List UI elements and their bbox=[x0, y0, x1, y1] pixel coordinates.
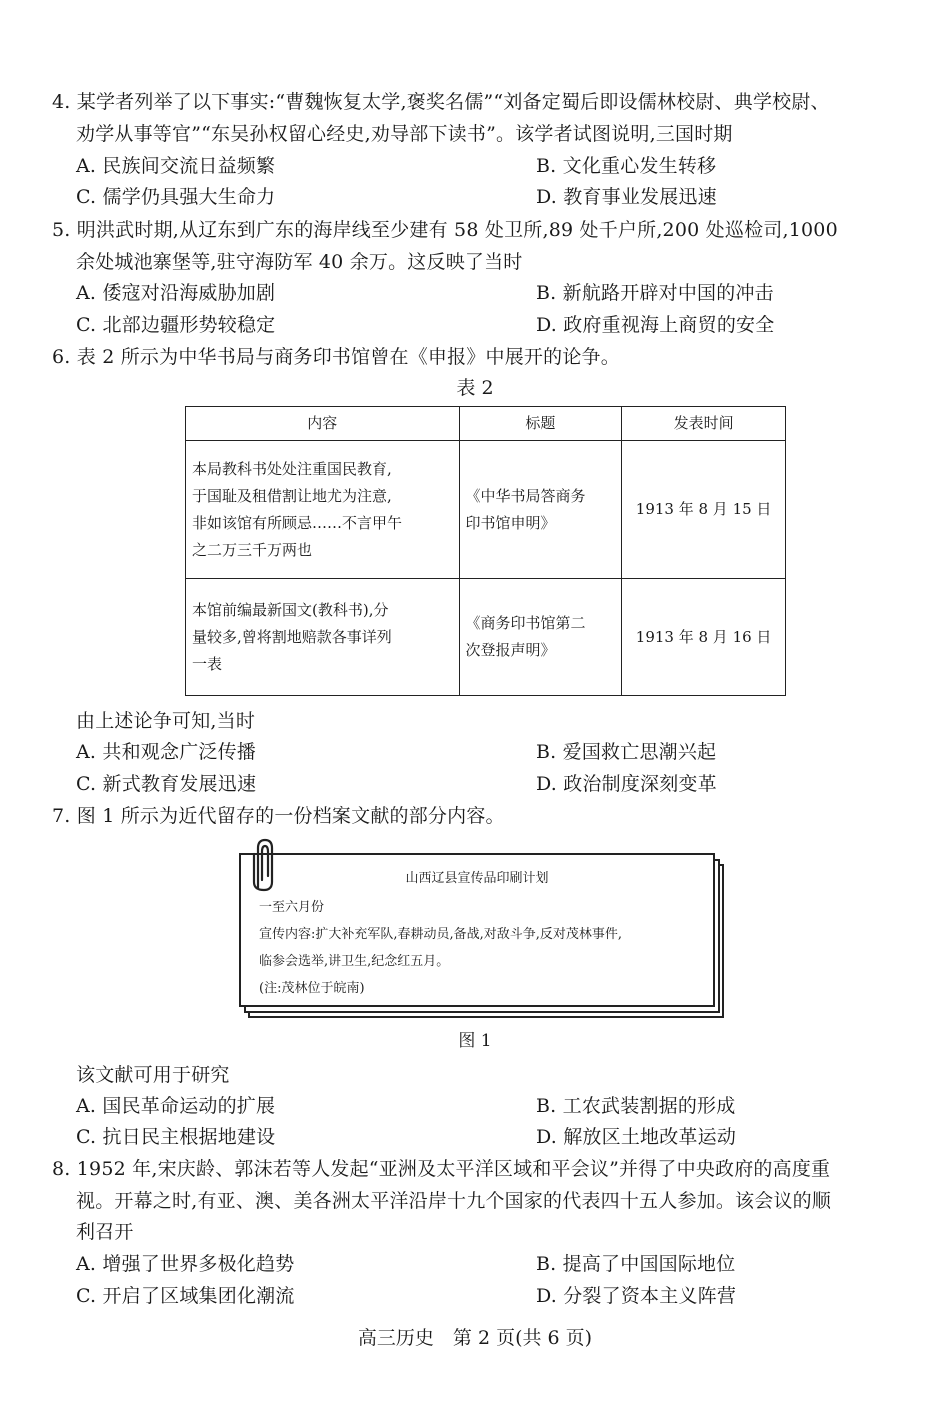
table-cell-content bbox=[186, 441, 460, 579]
table-row bbox=[186, 579, 786, 696]
cell-line: 本局教科书处处注重国民教育, bbox=[192, 459, 392, 478]
q5-stem-line1: 5. 明洪武时期,从辽东到广东的海岸线至少建有 58 处卫所,89 处千户所,200 处巡检司,1000 bbox=[52, 219, 838, 241]
table-cell-content bbox=[186, 579, 460, 696]
q8-stem-line2: 视。开幕之时,有亚、澳、美各洲太平洋沿岸十九个国家的代表四十五人参加。该会议的顺 bbox=[76, 1190, 832, 1212]
figure-caption: 图 1 bbox=[458, 1031, 492, 1051]
q4-option-b: B. 文化重心发生转移 bbox=[536, 155, 717, 177]
q6-option-b: B. 爱国救亡思潮兴起 bbox=[536, 741, 717, 763]
q8-option-c: C. 开启了区域集团化潮流 bbox=[76, 1285, 295, 1307]
q6-option-c: C. 新式教育发展迅速 bbox=[76, 773, 257, 795]
table-cell-date: 1913 年 8 月 16 日 bbox=[622, 579, 786, 696]
q5-option-b: B. 新航路开辟对中国的冲击 bbox=[536, 282, 774, 304]
page-footer: 高三历史 第 2 页(共 6 页) bbox=[357, 1327, 593, 1349]
figure-title: 山西辽县宣传品印刷计划 bbox=[405, 871, 549, 886]
table-header-row bbox=[186, 407, 786, 441]
cell-line: 《中华书局答商务 bbox=[465, 486, 586, 505]
q8-stem-line1: 8. 1952 年,宋庆龄、郭沫若等人发起“亚洲及太平洋区域和平会议”并得了中央政府的高度重 bbox=[52, 1158, 831, 1180]
q4-option-c: C. 儒学仍具强大生命力 bbox=[76, 186, 276, 208]
q6-option-a: A. 共和观念广泛传播 bbox=[76, 741, 257, 763]
q6-question: 由上述论争可知,当时 bbox=[76, 710, 256, 732]
q4-option-a: A. 民族间交流日益频繁 bbox=[76, 155, 276, 177]
debate-table bbox=[185, 406, 786, 696]
table-cell-title bbox=[459, 441, 622, 579]
figure-line4: (注:茂林位于皖南) bbox=[259, 981, 365, 996]
paperclip-icon bbox=[244, 836, 284, 896]
cell-line: 本馆前编最新国文(教科书),分 bbox=[192, 600, 389, 619]
q8-option-b: B. 提高了中国国际地位 bbox=[536, 1253, 736, 1275]
cell-line: 量较多,曾将割地赔款各事详列 bbox=[192, 627, 392, 646]
cell-line: 于国耻及租借割让地尤为注意, bbox=[192, 486, 392, 505]
figure-line1: 一至六月份 bbox=[259, 900, 325, 915]
q4-stem-line2: 劝学从事等官”“东吴孙权留心经史,劝导部下读书”。该学者试图说明,三国时期 bbox=[76, 123, 733, 145]
q7-question: 该文献可用于研究 bbox=[76, 1064, 230, 1086]
table-cell-date: 1913 年 8 月 15 日 bbox=[622, 441, 786, 579]
table-header-date: 发表时间 bbox=[622, 407, 786, 441]
q4-option-d: D. 教育事业发展迅速 bbox=[536, 186, 717, 208]
cell-line: 《商务印书馆第二 bbox=[465, 614, 586, 632]
q5-stem-line2: 余处城池寨堡等,驻守海防军 40 余万。这反映了当时 bbox=[76, 251, 523, 273]
q5-option-d: D. 政府重视海上商贸的安全 bbox=[536, 314, 775, 336]
table-header-title: 标题 bbox=[459, 407, 622, 441]
figure-line3: 临参会选举,讲卫生,纪念红五月。 bbox=[259, 954, 450, 969]
cell-line: 之二万三千万两也 bbox=[192, 540, 313, 559]
archive-figure bbox=[236, 836, 734, 1022]
q4-stem-line1: 4. 某学者列举了以下事实:“曹魏恢复太学,褒奖名儒”“刘备定蜀后即设儒林校尉、典学校尉、 bbox=[52, 91, 830, 113]
q8-option-a: A. 增强了世界多极化趋势 bbox=[76, 1253, 295, 1275]
table-header-content: 内容 bbox=[186, 407, 460, 441]
q7-option-c: C. 抗日民主根据地建设 bbox=[76, 1126, 276, 1148]
cell-line: 非如该馆有所顾忌……不言甲午 bbox=[192, 513, 403, 532]
q7-option-a: A. 国民革命运动的扩展 bbox=[76, 1095, 276, 1117]
table-cell-title bbox=[459, 579, 622, 696]
q5-option-a: A. 倭寇对沿海威胁加剧 bbox=[76, 282, 276, 304]
q7-stem: 7. 图 1 所示为近代留存的一份档案文献的部分内容。 bbox=[52, 805, 505, 827]
q5-option-c: C. 北部边疆形势较稳定 bbox=[76, 314, 276, 336]
table-caption: 表 2 bbox=[456, 377, 494, 399]
figure-line2: 宣传内容:扩大补充军队,春耕动员,备战,对敌斗争,反对茂林事件, bbox=[259, 927, 623, 942]
cell-line: 印书馆申明》 bbox=[465, 513, 556, 532]
q8-option-d: D. 分裂了资本主义阵营 bbox=[536, 1285, 737, 1307]
q7-option-d: D. 解放区土地改革运动 bbox=[536, 1126, 737, 1148]
q8-stem-line3: 利召开 bbox=[76, 1221, 134, 1243]
cell-line: 一表 bbox=[192, 654, 223, 673]
q6-option-d: D. 政治制度深刻变革 bbox=[536, 773, 717, 795]
q7-option-b: B. 工农武装割据的形成 bbox=[536, 1095, 736, 1117]
table-row bbox=[186, 441, 786, 579]
cell-line: 次登报声明》 bbox=[465, 641, 556, 659]
q6-stem: 6. 表 2 所示为中华书局与商务印书馆曾在《申报》中展开的论争。 bbox=[52, 346, 620, 368]
paper-sheet-front bbox=[239, 853, 715, 1007]
